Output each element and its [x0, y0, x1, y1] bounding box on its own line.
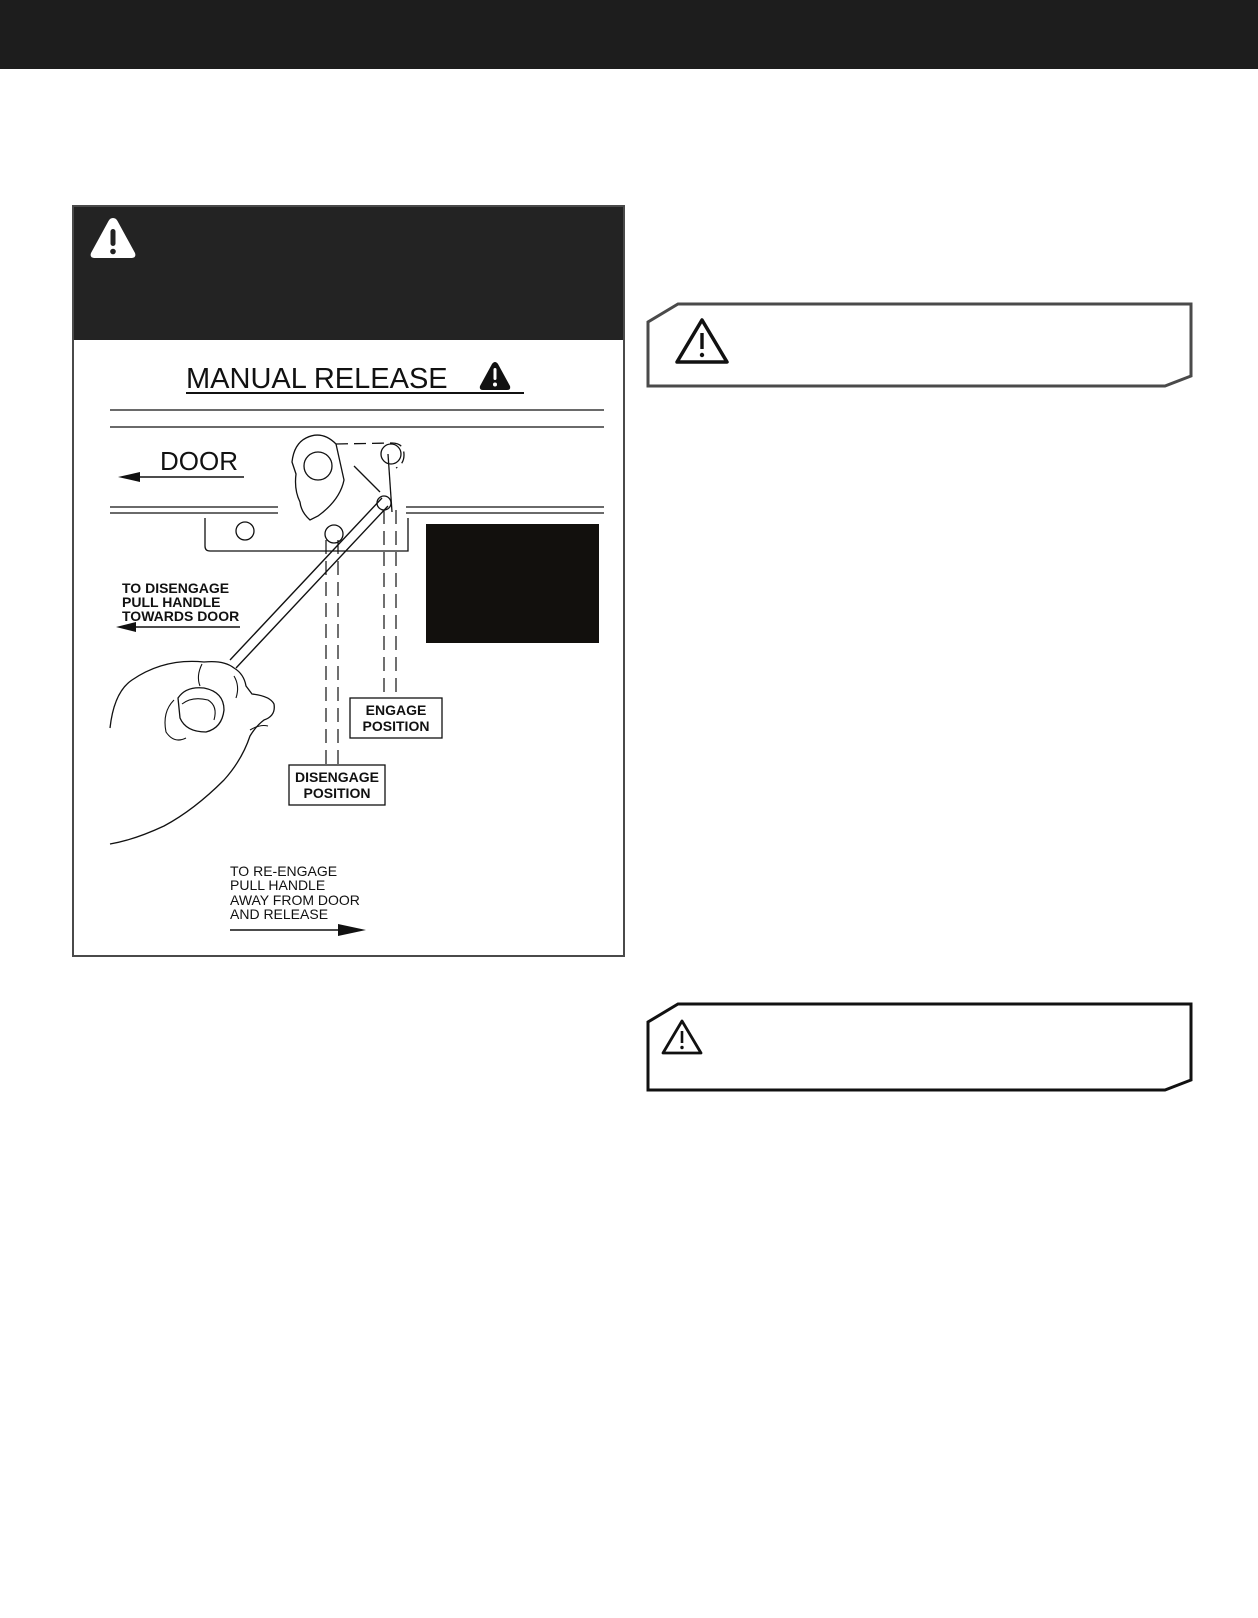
engage-position-label-line-1: ENGAGE	[365, 702, 427, 718]
manual-release-title: MANUAL RELEASE	[186, 363, 448, 395]
reengage-instruction-line-2: PULL HANDLE	[230, 877, 326, 893]
reengage-instruction-line-3: AWAY FROM DOOR	[230, 892, 360, 908]
warning-triangle-outline-icon	[674, 316, 730, 366]
reengage-instruction-line-4: AND RELEASE	[230, 906, 329, 922]
disengage-position-label-line-2: POSITION	[303, 785, 371, 801]
door-label: DOOR	[160, 446, 238, 476]
label-warning-header	[74, 207, 623, 340]
warning-triangle-icon	[480, 362, 510, 390]
warning-callout-1	[646, 302, 1194, 388]
engage-position-label-line-2: POSITION	[362, 718, 430, 734]
warning-triangle-outline-icon	[660, 1018, 704, 1056]
disengage-instruction-line-3: TOWARDS DOOR	[122, 608, 240, 624]
warning-callout-2	[646, 1002, 1194, 1092]
reengage-instruction-line-1: TO RE-ENGAGE	[230, 863, 338, 879]
manual-release-diagram	[74, 340, 623, 955]
page-header-bar	[0, 0, 1258, 69]
warning-triangle-icon	[89, 216, 137, 260]
manual-release-label	[72, 205, 625, 957]
disengage-instruction-line-2: PULL HANDLE	[122, 594, 221, 610]
disengage-instruction-line-1: TO DISENGAGE	[122, 580, 230, 596]
disengage-position-label-line-1: DISENGAGE	[294, 769, 380, 785]
